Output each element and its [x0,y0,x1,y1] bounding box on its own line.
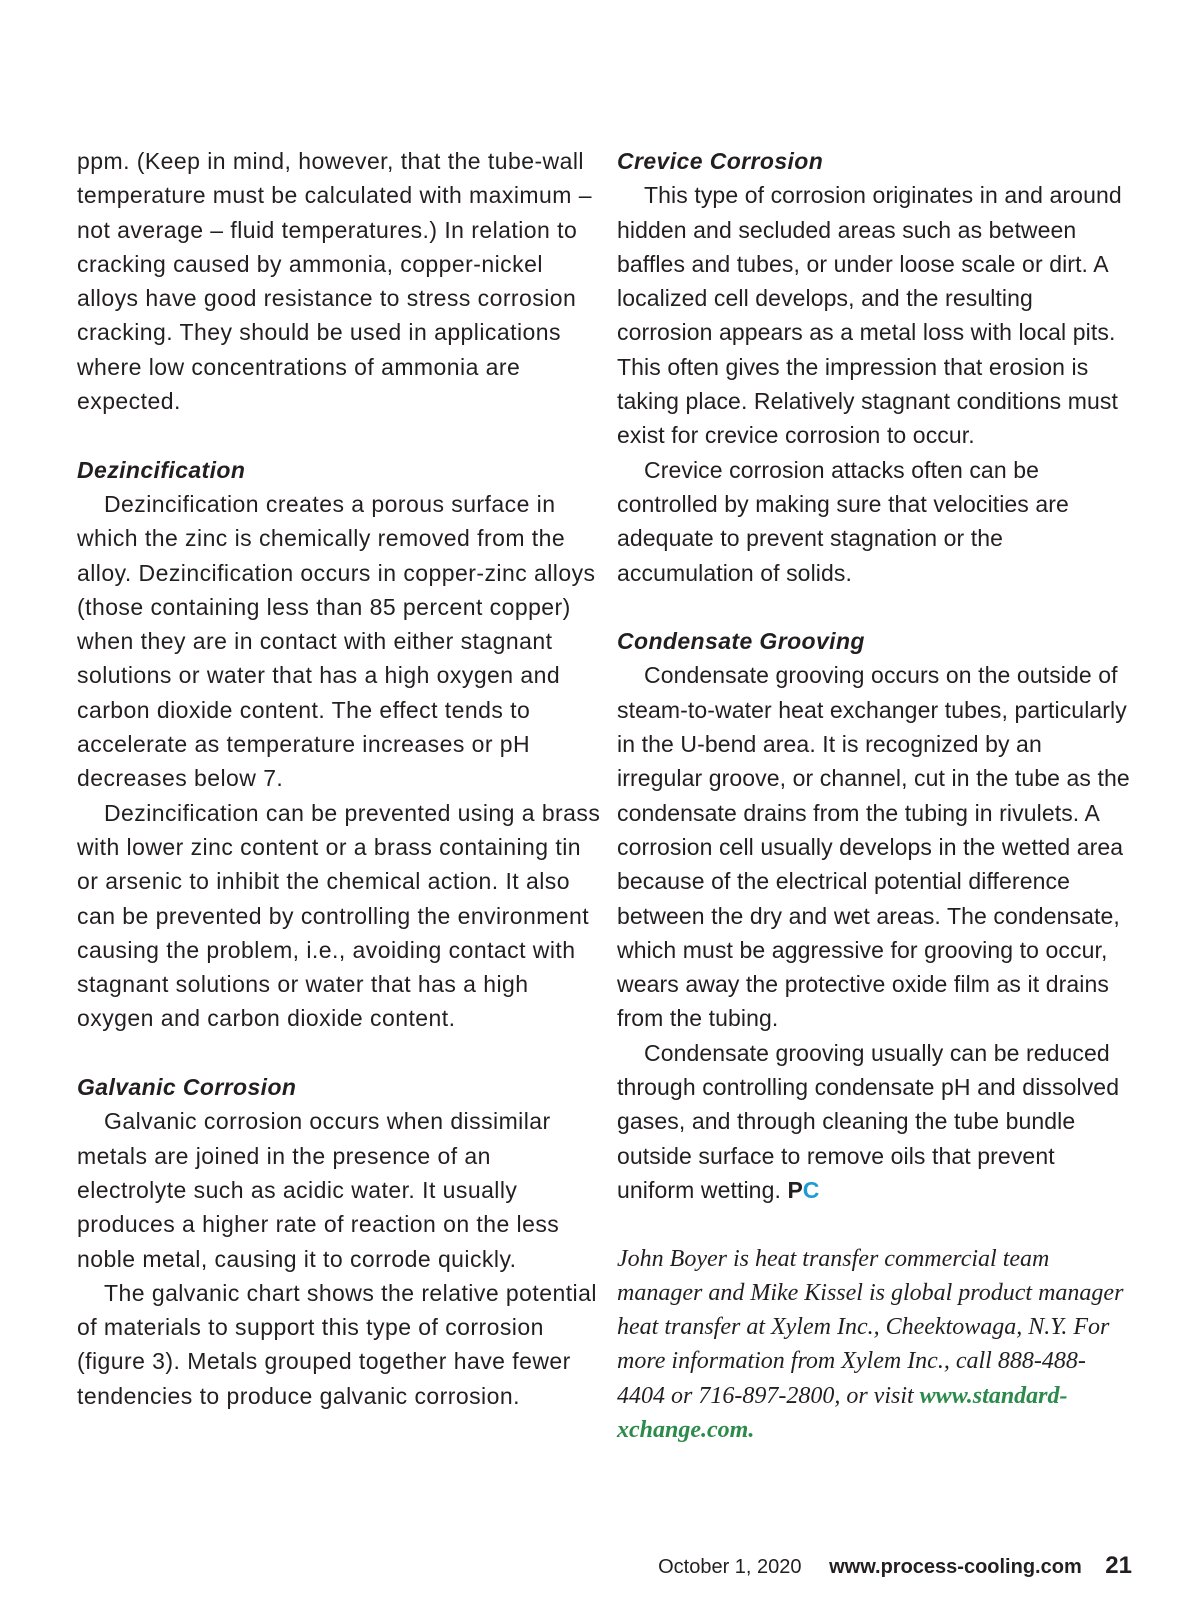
dezincification-paragraph-2: Dezincification can be prevented using a brass with lower zinc content or a brass containing tin or arsenic to inhibit the chemical action. It also can be prevented by controlling the environment causing the problem, i.e., avoiding contact with stagnant solutions or water that has a high oxygen and carbon dioxide content. [77,799,601,1032]
issue-date: October 1, 2020 [658,1556,802,1578]
footer-website-link[interactable]: www.process-cooling.com [829,1556,1082,1578]
pc-end-mark-c: C [802,1176,820,1203]
dezincification-paragraph-1: Dezincification creates a porous surface in which the zinc is chemically removed from the alloy. Dezincification occurs in copper-zinc alloys (those containing less than 85 percent copper) when they are in contact with either stagnant solutions or water that has a high oxygen and carbon dioxide content. The effect tends to accelerate as temperature increases or pH decreases below 7. [77,490,596,792]
crevice-heading: Crevice Corrosion [617,148,824,174]
section-gap [77,1036,607,1070]
pc-end-mark-icon [787,1177,819,1203]
section-gap [617,1207,1132,1241]
crevice-paragraph-1: This type of corrosion originates in and around hidden and secluded areas such as between baffles and tubes, or under loose scale or dirt. A localized cell develops, and the resulting corrosion appears as a metal loss with local pits. This often gives the impression that erosion is taking place. Relatively stagnant conditions must exist for crevice corrosion to occur. [617,182,1122,449]
section-gap [77,418,607,452]
intro-paragraph: ppm. (Keep in mind, however, that the tube-wall temperature must be calculated with maximum – not average – fluid temperatures.) In relation to cracking caused by ammonia, copper-nickel alloys have good resistance to stress corrosion cracking. They should be used in applications where low concentrations of ammonia are expected. [77,148,592,415]
crevice-paragraph-2: Crevice corrosion attacks often can be controlled by making sure that velocities are adequate to prevent stagnation or the accumulation of solids. [617,456,1069,586]
galvanic-paragraph-1: Galvanic corrosion occurs when dissimilar metals are joined in the presence of an electrolyte such as acidic water. It usually produces a higher rate of reaction on the less noble metal, causing it to corrode quickly. [77,1108,560,1272]
condensate-heading: Condensate Grooving [617,628,865,655]
author-bio-text: John Boyer is heat transfer commercial team manager and Mike Kissel is global product manager heat transfer at Xylem Inc., Cheektowaga, N.Y. For more information from Xylem Inc., call 888-488-4404 or 716-897-2800, or visit [617,1245,1124,1409]
galvanic-heading: Galvanic Corrosion [77,1074,297,1101]
left-column [77,144,607,1413]
condensate-paragraph-2 [617,1036,1132,1207]
dezincification-heading: Dezincification [77,456,246,483]
condensate-paragraph-1: Condensate grooving occurs on the outside of steam-to-water heat exchanger tubes, particularly in the U-bend area. It is recognized by an irregular groove, or channel, cut in the tube as the condensate drains from the tubing in rivulets. A corrosion cell usually develops in the wetted area because of the electrical potential difference between the dry and wet areas. The condensate, which must be aggressive for grooving to occur, wears away the protective oxide film as it drains from the tubing. [617,662,1130,1032]
condensate-paragraph-2-text: Condensate grooving usually can be reduced through controlling condensate pH and dissolved gases, and through cleaning the tube bundle outside surface to remove oils that prevent uniform wetting. [617,1039,1120,1203]
right-column [617,144,1132,1447]
pc-end-mark-p: P [787,1176,803,1203]
page-number: 21 [1105,1552,1132,1579]
galvanic-paragraph-2: The galvanic chart shows the relative potential of materials to support this type of corrosion (figure 3). Metals grouped together have fewer tendencies to produce galvanic corrosion. [77,1279,597,1409]
section-gap [617,590,1132,624]
page-footer [658,1552,1132,1581]
website-link[interactable]: www.standard-xchange.com. [617,1382,1068,1443]
author-bio [617,1242,1132,1448]
